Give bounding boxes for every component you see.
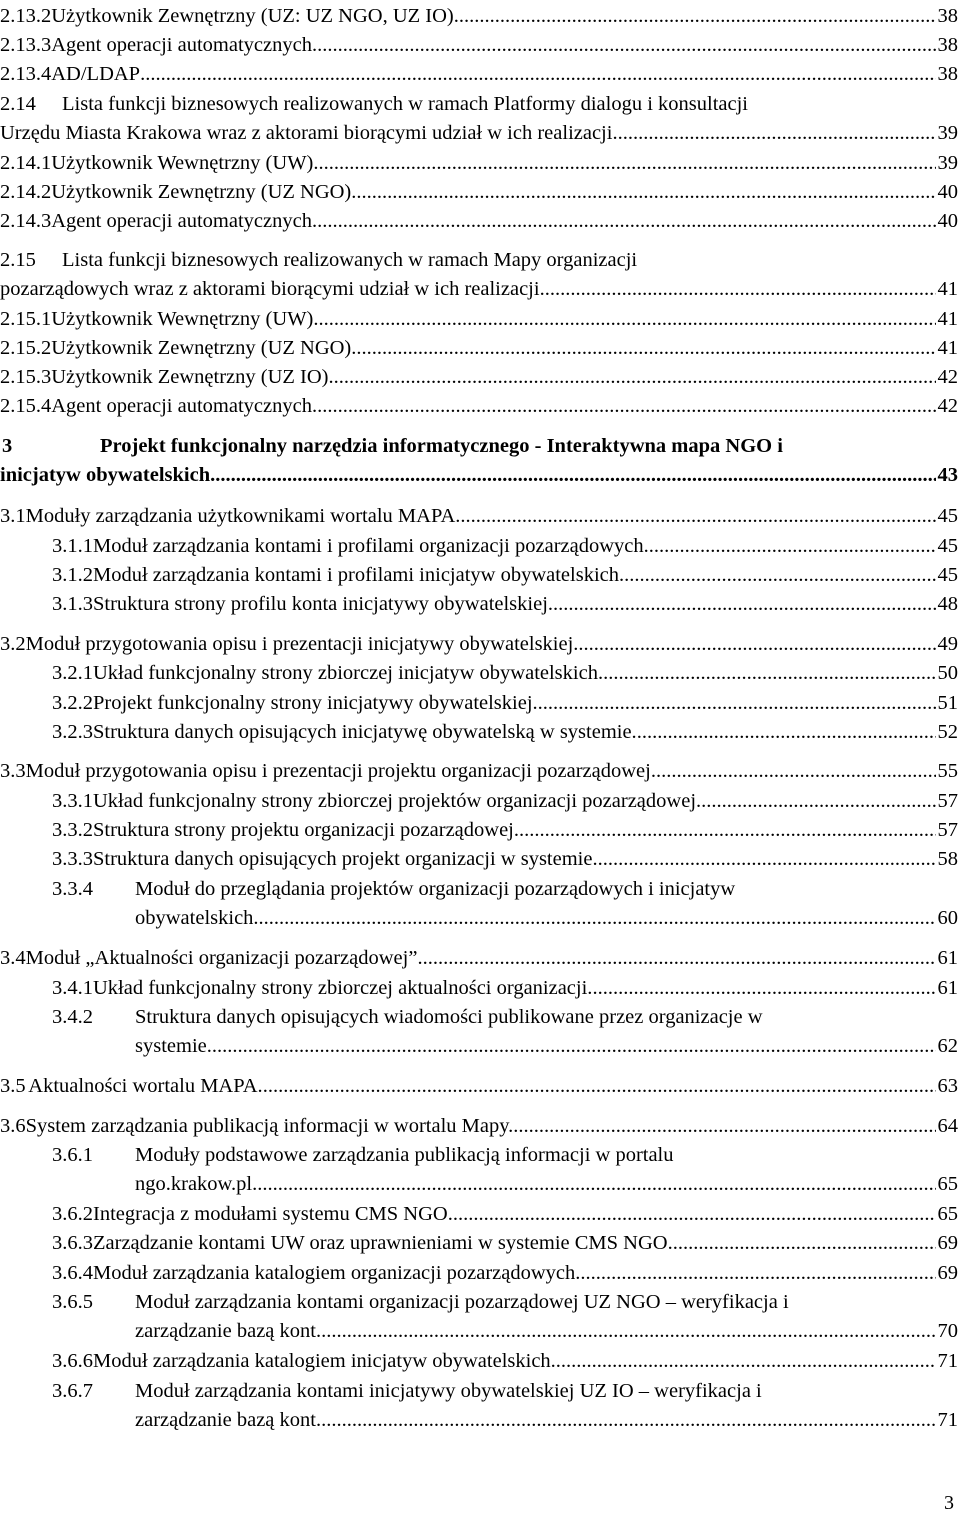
toc-leader-dots — [553, 591, 935, 617]
toc-number: 3.6 — [0, 1115, 26, 1137]
toc-number: 3.3 — [0, 760, 26, 782]
toc-leader-dots — [668, 1230, 936, 1256]
toc-page-number: 70 — [937, 1320, 958, 1342]
toc-number: 3 — [2, 435, 13, 457]
toc-title: Moduł „Aktualności organizacji pozarządowej” — [25, 947, 418, 969]
toc-title: Zarządzanie kontami UW oraz uprawnieniami w systemie CMS NGO — [93, 1232, 668, 1254]
toc-line — [52, 817, 958, 843]
toc-line — [0, 179, 958, 205]
toc-title: Układ funkcjonalny strony zbiorczej inicjatyw obywatelskich. — [93, 662, 604, 684]
toc-leader-dots — [701, 788, 935, 814]
toc-number: 3.1.3 — [52, 593, 93, 615]
toc-title: AD/LDAP — [51, 63, 141, 85]
toc-line — [0, 758, 958, 784]
toc-line — [52, 1289, 958, 1315]
toc-line — [52, 1260, 958, 1286]
toc-title: Moduł przygotowania opisu i prezentacji inicjatywy obywatelskiej. — [25, 633, 579, 655]
toc-number: 2.15.2 — [0, 337, 52, 359]
toc-line — [0, 32, 958, 58]
toc-leader-dots — [313, 150, 935, 176]
toc-line — [52, 788, 958, 814]
toc-number: 2.15.4 — [0, 395, 52, 417]
toc-number: 3.6.6 — [52, 1350, 93, 1372]
toc-title: Moduł zarządzania kontami i profilami inicjatyw obywatelskich. — [93, 564, 625, 586]
toc-page-number: 41 — [937, 278, 958, 300]
toc-page-number: 39 — [937, 152, 958, 174]
toc-page-number: 62 — [937, 1035, 958, 1057]
toc-leader-dots — [612, 120, 935, 146]
toc-number: 3.6.2 — [52, 1203, 93, 1225]
toc-line — [52, 690, 958, 716]
toc-title: Agent operacji automatycznych — [51, 34, 312, 56]
toc-leader-dots — [417, 945, 935, 971]
toc-line — [0, 208, 958, 234]
toc-leader-dots — [637, 719, 936, 745]
toc-leader-dots — [454, 3, 936, 29]
toc-page-number: 69 — [937, 1232, 958, 1254]
toc-page-number: 65 — [937, 1173, 958, 1195]
toc-title: Moduł zarządzania katalogiem organizacji pozarządowych — [93, 1262, 576, 1284]
toc-title-continued: ngo.krakow.pl — [135, 1173, 253, 1195]
toc-page-number: 71 — [937, 1409, 958, 1431]
toc-number: 3.2.3 — [52, 721, 93, 743]
toc-title: Użytkownik Zewnętrzny (UZ: UZ NGO, UZ IO) — [51, 5, 454, 27]
toc-line — [0, 631, 958, 657]
toc-leader-dots — [312, 208, 936, 234]
toc-page-number: 65 — [937, 1203, 958, 1225]
toc-title: Użytkownik Wewnętrzny (UW) — [51, 152, 314, 174]
toc-page-number: 38 — [937, 63, 958, 85]
toc-line — [135, 905, 958, 931]
toc-leader-dots — [316, 1407, 936, 1433]
toc-page-number: 49 — [937, 633, 958, 655]
toc-number: 2.13.4 — [0, 63, 52, 85]
toc-leader-dots — [453, 1201, 936, 1227]
toc-title-continued: zarządzanie bazą kont — [135, 1409, 316, 1431]
toc-line — [52, 1004, 958, 1030]
toc-line — [0, 335, 958, 361]
toc-leader-dots — [624, 562, 935, 588]
toc-number: 2.15.1 — [0, 308, 52, 330]
toc-leader-dots — [538, 690, 936, 716]
toc-title-continued: zarządzanie bazą kont — [135, 1320, 316, 1342]
toc-title: Struktura danych opisujących inicjatywę obywatelską w systemie. — [93, 721, 637, 743]
toc-title: Moduł zarządzania katalogiem inicjatyw obywatelskich — [93, 1350, 551, 1372]
toc-leader-dots — [140, 61, 935, 87]
toc-leader-dots — [578, 631, 935, 657]
toc-line — [135, 1033, 958, 1059]
toc-number: 3.6.5 — [52, 1291, 93, 1313]
toc-page-number: 40 — [937, 210, 958, 232]
toc-leader-dots — [598, 846, 936, 872]
toc-title: Użytkownik Zewnętrzny (UZ IO) — [51, 366, 329, 388]
toc-title: Agent operacji automatycznych — [51, 395, 312, 417]
toc-leader-dots — [252, 1171, 935, 1197]
toc-title: System zarządzania publikacją informacji w wortalu Mapy. — [25, 1115, 514, 1137]
toc-page-number: 52 — [937, 721, 958, 743]
toc-page-number: 58 — [937, 848, 958, 870]
toc-title: Moduł zarządzania kontami i profilami organizacji pozarządowych. — [93, 535, 649, 557]
toc-number: 3.3.2 — [52, 819, 93, 841]
toc-title: Struktura strony profilu konta inicjatywy obywatelskiej. — [93, 593, 554, 615]
toc-page-number: 51 — [937, 692, 958, 714]
toc-number: 2.13.3 — [0, 34, 52, 56]
toc-leader-dots — [312, 393, 936, 419]
toc-title-continued: inicjatyw obywatelskich. — [0, 464, 216, 486]
toc-line — [0, 364, 958, 390]
toc-line — [52, 562, 958, 588]
toc-line — [0, 433, 958, 459]
toc-leader-dots — [519, 817, 936, 843]
toc-number: 3.1 — [0, 505, 26, 527]
toc-line — [0, 120, 958, 146]
toc-number: 2.15.3 — [0, 366, 52, 388]
toc-number: 3.3.3 — [52, 848, 93, 870]
toc-title: Struktura danych opisujących wiadomości publikowane przez organizacje w — [135, 1006, 763, 1028]
toc-leader-dots — [603, 660, 935, 686]
toc-title-continued: pozarządowych wraz z aktorami biorącymi udział w ich realizacji — [0, 278, 540, 300]
toc-title: Moduł zarządzania kontami inicjatywy obywatelskiej UZ IO – weryfikacja i — [135, 1380, 762, 1402]
toc-leader-dots — [263, 1073, 936, 1099]
toc-title: Lista funkcji biznesowych realizowanych w ramach Mapy organizacji — [62, 249, 638, 271]
toc-line — [52, 1348, 958, 1374]
toc-page-number: 57 — [937, 790, 958, 812]
toc-leader-dots — [460, 503, 935, 529]
toc-line — [52, 876, 958, 902]
toc-leader-dots — [316, 1318, 936, 1344]
toc-page-number: 43 — [937, 464, 958, 486]
toc-line — [0, 462, 958, 488]
toc-leader-dots — [215, 462, 935, 488]
toc-page-number: 61 — [937, 977, 958, 999]
toc-line — [52, 719, 958, 745]
toc-number: 2.14.1 — [0, 152, 52, 174]
toc-line — [52, 591, 958, 617]
toc-page-number: 39 — [937, 122, 958, 144]
toc-number: 3.2.2 — [52, 692, 93, 714]
toc-line — [0, 503, 958, 529]
toc-page-number: 60 — [937, 907, 958, 929]
toc-title: Moduł do przeglądania projektów organizacji pozarządowych i inicjatyw — [135, 878, 736, 900]
toc-line — [52, 1142, 958, 1168]
toc-line — [52, 1201, 958, 1227]
toc-title: Moduł przygotowania opisu i prezentacji projektu organizacji pozarządowej. — [25, 760, 656, 782]
toc-leader-dots — [540, 276, 936, 302]
toc-leader-dots — [513, 1113, 935, 1139]
toc-page-number: 41 — [937, 308, 958, 330]
toc-title: Układ funkcjonalny strony zbiorczej projektów organizacji pozarządowej. — [93, 790, 702, 812]
toc-line — [0, 247, 958, 273]
toc-page-number: 42 — [937, 366, 958, 388]
toc-number: 3.5 — [0, 1075, 26, 1097]
toc-title: Struktura danych opisujących projekt organizacji w systemie. — [93, 848, 598, 870]
toc-number: 2.14.2 — [0, 181, 52, 203]
toc-line — [52, 975, 958, 1001]
toc-leader-dots — [328, 364, 935, 390]
toc-page-number: 69 — [937, 1262, 958, 1284]
toc-page-number: 61 — [937, 947, 958, 969]
toc-leader-dots — [656, 758, 936, 784]
toc-page-number: 38 — [937, 34, 958, 56]
toc-title: Integracja z modułami systemu CMS NGO. — [93, 1203, 453, 1225]
toc-number: 3.4.2 — [52, 1006, 93, 1028]
toc-line — [135, 1171, 958, 1197]
toc-title: Struktura strony projektu organizacji pozarządowej. — [93, 819, 519, 841]
toc-page-number: 45 — [937, 505, 958, 527]
toc-number: 3.2 — [0, 633, 26, 655]
toc-title: Użytkownik Wewnętrzny (UW) — [51, 308, 314, 330]
toc-leader-dots — [592, 975, 935, 1001]
toc-title: Użytkownik Zewnętrzny (UZ NGO) — [51, 337, 352, 359]
toc-line — [135, 1407, 958, 1433]
toc-line — [0, 393, 958, 419]
toc-title: Aktualności wortalu MAPA. — [28, 1075, 263, 1097]
toc-leader-dots — [313, 306, 935, 332]
toc-title: Lista funkcji biznesowych realizowanych w ramach Platformy dialogu i konsultacji — [62, 93, 748, 115]
toc-page-number: 48 — [937, 593, 958, 615]
toc-title: Moduły zarządzania użytkownikami wortalu MAPA. — [25, 505, 461, 527]
toc-line — [0, 3, 958, 29]
toc-title: Moduły podstawowe zarządzania publikacją informacji w portalu — [135, 1144, 674, 1166]
toc-line — [52, 1378, 958, 1404]
toc-number: 3.6.4 — [52, 1262, 93, 1284]
toc-leader-dots — [312, 32, 936, 58]
toc-number: 3.6.1 — [52, 1144, 93, 1166]
page-number: 3 — [944, 1492, 954, 1514]
toc-title: Użytkownik Zewnętrzny (UZ NGO) — [51, 181, 352, 203]
toc-page-number: 63 — [937, 1075, 958, 1097]
toc-number: 2.14 — [0, 93, 36, 115]
toc-line — [0, 91, 958, 117]
toc-line — [52, 846, 958, 872]
toc-page-number: 45 — [937, 564, 958, 586]
toc-page-number: 71 — [937, 1350, 958, 1372]
toc-title: Układ funkcjonalny strony zbiorczej aktualności organizacji. — [93, 977, 593, 999]
toc-title: Agent operacji automatycznych — [51, 210, 312, 232]
toc-title-continued: Urzędu Miasta Krakowa wraz z aktorami biorącymi udział w ich realizacji — [0, 122, 613, 144]
toc-number: 2.15 — [0, 249, 36, 271]
toc-line — [0, 276, 958, 302]
toc-number: 3.4 — [0, 947, 26, 969]
toc-number: 3.2.1 — [52, 662, 93, 684]
toc-number: 3.4.1 — [52, 977, 93, 999]
toc-line — [135, 1318, 958, 1344]
toc-page-number: 42 — [937, 395, 958, 417]
toc-page-number: 64 — [937, 1115, 958, 1137]
toc-leader-dots — [259, 905, 936, 931]
toc-title-continued: systemie. — [135, 1035, 212, 1057]
toc-line — [0, 1073, 958, 1099]
toc-line — [0, 61, 958, 87]
toc-line — [0, 945, 958, 971]
toc-number: 3.3.1 — [52, 790, 93, 812]
toc-number: 3.1.1 — [52, 535, 93, 557]
toc-title-continued: obywatelskich. — [135, 907, 259, 929]
toc-leader-dots — [551, 1348, 936, 1374]
toc-leader-dots — [575, 1260, 935, 1286]
toc-page-number: 41 — [937, 337, 958, 359]
toc-page-number: 57 — [937, 819, 958, 841]
toc-number: 3.6.3 — [52, 1232, 93, 1254]
toc-number: 3.1.2 — [52, 564, 93, 586]
toc-line — [0, 306, 958, 332]
toc-page-number: 55 — [937, 760, 958, 782]
toc-number: 2.13.2 — [0, 5, 52, 27]
toc-leader-dots — [351, 179, 935, 205]
toc-line — [52, 660, 958, 686]
toc-leader-dots — [212, 1033, 936, 1059]
toc-line — [0, 150, 958, 176]
toc-page-number: 40 — [937, 181, 958, 203]
toc-page-number: 38 — [937, 5, 958, 27]
toc-leader-dots — [351, 335, 935, 361]
toc-number: 3.6.7 — [52, 1380, 93, 1402]
toc-title: Projekt funkcjonalny strony inicjatywy obywatelskiej. — [93, 692, 538, 714]
toc-leader-dots — [649, 533, 936, 559]
toc-page-number: 45 — [937, 535, 958, 557]
toc-title: Projekt funkcjonalny narzędzia informatycznego - Interaktywna mapa NGO i — [100, 435, 783, 457]
toc-line — [52, 1230, 958, 1256]
toc-number: 3.3.4 — [52, 878, 93, 900]
toc-page-number: 50 — [937, 662, 958, 684]
toc-line — [0, 1113, 958, 1139]
toc-number: 2.14.3 — [0, 210, 52, 232]
toc-title: Moduł zarządzania kontami organizacji pozarządowej UZ NGO – weryfikacja i — [135, 1291, 789, 1313]
toc-line — [52, 533, 958, 559]
